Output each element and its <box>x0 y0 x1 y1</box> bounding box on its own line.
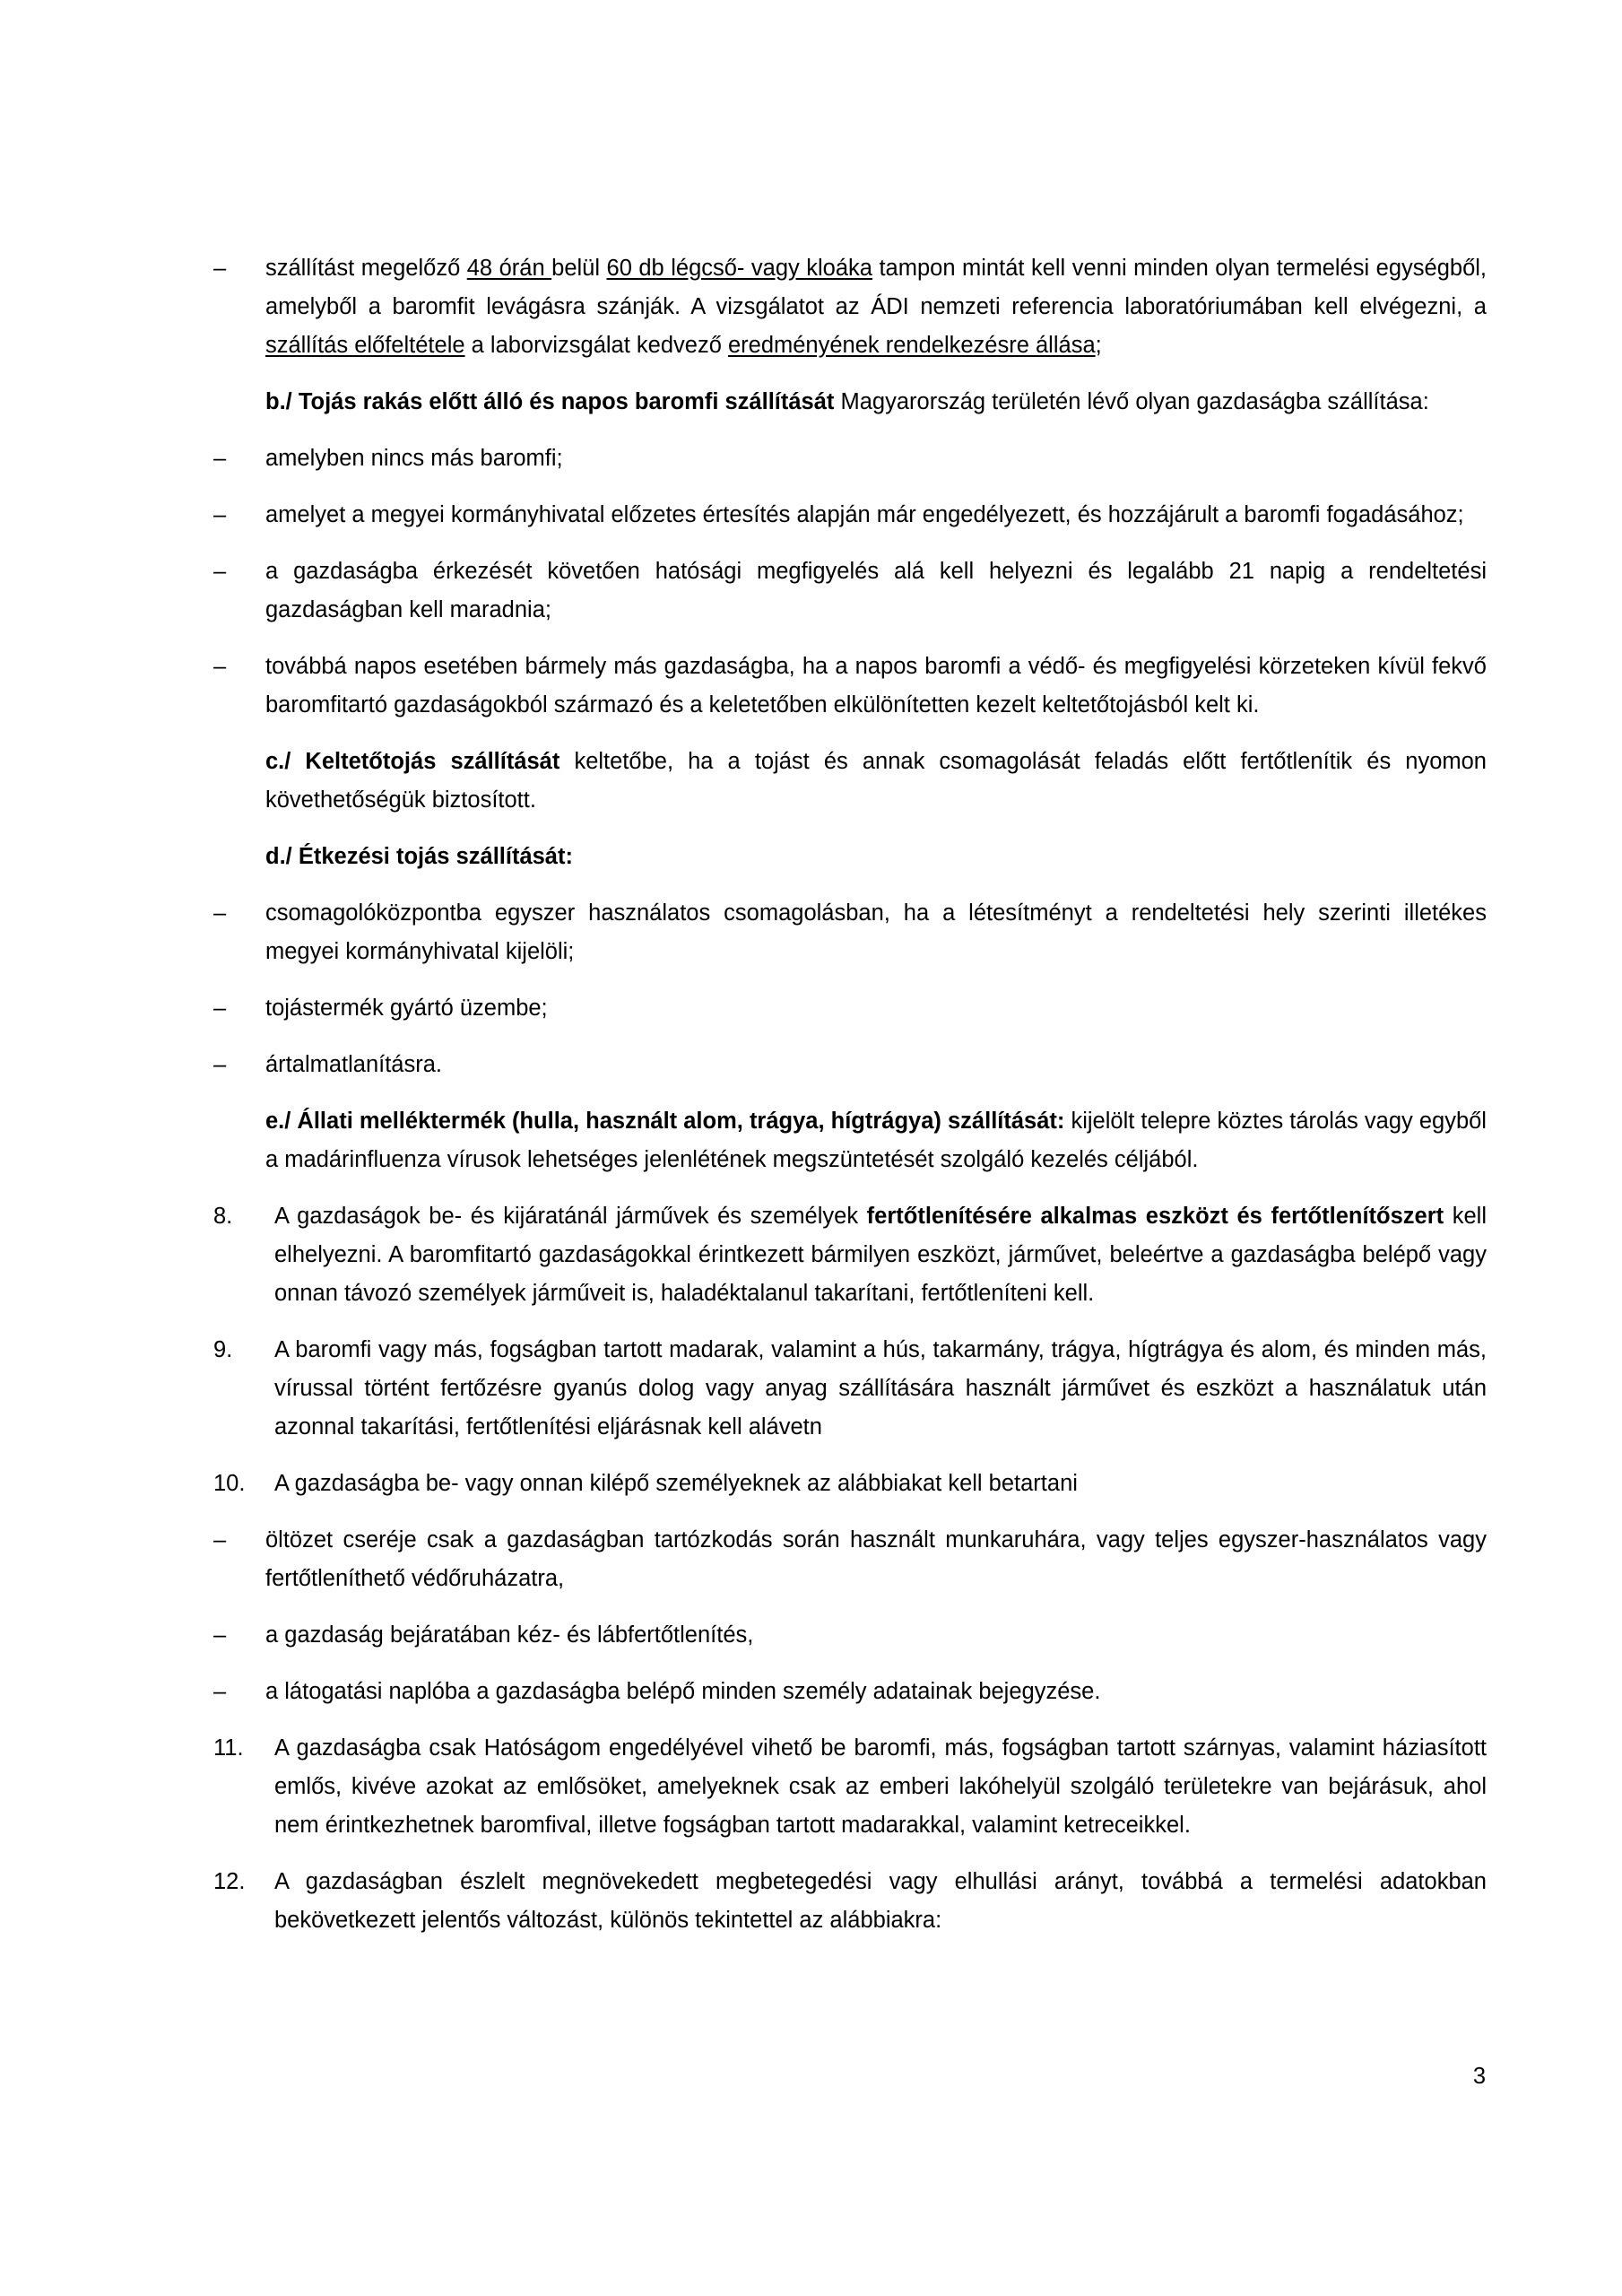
text-run: tojástermék gyártó üzembe; <box>265 996 548 1021</box>
numbered-list-item <box>213 1729 1487 1845</box>
dash-marker: – <box>213 446 227 471</box>
text-run: c./ Keltetőtojás szállítását <box>265 749 560 774</box>
dash-bullet-item <box>213 249 1487 365</box>
dash-marker: – <box>213 1622 227 1648</box>
list-item-text <box>265 552 1487 630</box>
text-run: d./ Étkezési tojás szállítását: <box>265 844 573 869</box>
list-number-marker: 9. <box>213 1337 233 1362</box>
text-run: a gazdaságba érkezését követően hatósági megfigyelés alá kell helyezni és legalább 21 napig a rendeltetési gazdaságban kell maradnia; <box>265 559 1487 622</box>
text-run: szállítást megelőző <box>265 256 467 281</box>
list-item-text <box>265 1616 1487 1655</box>
list-item-text <box>265 648 1487 725</box>
list-item-text <box>265 1673 1487 1711</box>
text-run: amelyben nincs más baromfi; <box>265 446 563 471</box>
dash-marker: – <box>213 654 227 679</box>
text-run: e./ Állati melléktermék (hulla, használt alom, trágya, hígtrágya) szállítását: <box>265 1109 1065 1134</box>
text-run: Magyarország területén lévő olyan gazdaságba szállítása: <box>834 389 1429 414</box>
list-item-text <box>274 1863 1487 1940</box>
lettered-subsection <box>265 383 1487 422</box>
list-item-text <box>265 894 1487 971</box>
text-run: tampon mintát kell venni minden olyan termelési egységből, amelyből a baromfit levágásra szánják. A vizsgálatot az ÁDI nemzeti referencia laboratóriumában kell elvégezni, a <box>265 256 1488 319</box>
text-run: b./ Tojás rakás előtt álló és napos baromfi szállítását <box>265 389 835 414</box>
numbered-list-item <box>213 1863 1487 1940</box>
text-run: kijelölt telepre köztes tárolás vagy egyből a madárinfluenza vírusok lehetséges jelenlétének megszüntetését szolgáló kezelés céljából. <box>265 1109 1487 1172</box>
lettered-subsection <box>265 1102 1487 1179</box>
list-item-text <box>265 1046 1487 1084</box>
lettered-subsection <box>265 743 1487 820</box>
dash-marker: – <box>213 996 227 1021</box>
numbered-list-item <box>213 1197 1487 1313</box>
document-body <box>213 249 1487 1940</box>
list-item-text <box>274 1197 1487 1313</box>
dash-marker: – <box>213 502 227 527</box>
text-run: csomagolóközpontba egyszer használatos csomagolásban, ha a létesítményt a rendeltetési hely szerinti illetékes megyei kormányhivatal kijelöli; <box>265 900 1487 964</box>
dash-bullet-item <box>213 1673 1487 1711</box>
dash-marker: – <box>213 1527 227 1552</box>
numbered-list-item <box>213 1331 1487 1447</box>
text-run: A gazdaságban észlelt megnövekedett megbetegedési vagy elhullási arányt, továbbá a termelési adatokban bekövetkezett jelentős változást, különös tekintettel az alábbiakra: <box>274 1869 1487 1933</box>
text-run: A gazdaságba be- vagy onnan kilépő személyeknek az alábbiakat kell betartani <box>274 1471 1078 1496</box>
dash-marker: – <box>213 559 227 584</box>
dash-bullet-item <box>213 496 1487 535</box>
dash-bullet-item <box>213 1616 1487 1655</box>
list-item-text <box>265 989 1487 1028</box>
text-run: öltözet cseréje csak a gazdaságban tartózkodás során használt munkaruhára, vagy teljes egyszer-használatos vagy fertőtleníthető védőruházatra, <box>265 1527 1487 1591</box>
list-item-text <box>265 1521 1487 1598</box>
text-run: 60 db légcső- vagy kloáka <box>606 256 872 281</box>
text-run: kell elhelyezni. A baromfitartó gazdaságokkal érintkezett bármilyen eszközt, járművet, beleértve a gazdaságba belépő vagy onnan távozó személyek járműveit is, haladéktalanul takarítani, fertőtleníteni kell. <box>274 1204 1487 1306</box>
dash-bullet-item <box>213 552 1487 630</box>
lettered-subsection <box>265 838 1487 876</box>
text-run: amelyet a megyei kormányhivatal előzetes értesítés alapján már engedélyezett, és hozzájárult a baromfi fogadásához; <box>265 502 1464 527</box>
list-item-text <box>265 496 1487 535</box>
dash-marker: – <box>213 900 227 926</box>
dash-bullet-item <box>213 989 1487 1028</box>
list-number-marker: 8. <box>213 1204 233 1229</box>
text-run: fertőtlenítésére alkalmas eszközt és fertőtlenítőszert <box>866 1204 1444 1229</box>
numbered-list-item <box>213 1465 1487 1503</box>
dash-bullet-item <box>213 439 1487 478</box>
list-number-marker: 11. <box>213 1735 244 1761</box>
text-run: továbbá napos esetében bármely más gazdaságba, ha a napos baromfi a védő- és megfigyelési körzeteken kívül fekvő baromfitartó gazdaságokból származó és a keletetőben elkülönítetten kezelt keltetőtojásból kelt ki. <box>265 654 1487 718</box>
text-run: szállítás előfeltétele <box>265 333 465 358</box>
dash-bullet-item <box>213 1521 1487 1598</box>
list-number-marker: 10. <box>213 1471 246 1496</box>
text-run: A baromfi vagy más, fogságban tartott madarak, valamint a hús, takarmány, trágya, hígtrágya és alom, és minden más, vírussal történt fertőzésre gyanús dolog vagy anyag szállítására használt járművet és eszközt a használatuk után azonnal takarítási, fertőtlenítési eljárásnak kell alávetn <box>274 1337 1487 1439</box>
dash-marker: – <box>213 1679 227 1704</box>
list-item-text <box>274 1331 1487 1447</box>
list-item-text <box>274 1465 1487 1503</box>
dash-bullet-item <box>213 894 1487 971</box>
text-run: keltetőbe, ha a tojást és annak csomagolását feladás előtt fertőtlenítik és nyomon követhetőségük biztosított. <box>265 749 1487 813</box>
dash-marker: – <box>213 1052 227 1077</box>
text-run: 48 órán <box>466 256 552 281</box>
list-number-marker: 12. <box>213 1869 246 1894</box>
text-run: eredményének rendelkezésre állása <box>727 333 1096 358</box>
list-item-text <box>274 1729 1487 1845</box>
list-item-text <box>265 249 1487 365</box>
text-run: A gazdaságba csak Hatóságom engedélyével vihető be baromfi, más, fogságban tartott szárnyas, valamint háziasított emlős, kivéve azokat az emlősöket, amelyeknek csak az emberi lakóhelyül szolgáló területekre van bejárásuk, ahol nem érintkezhetnek baromfival, illetve fogságban tartott madarakkal, valamint ketreceikkel. <box>274 1735 1487 1838</box>
dash-bullet-item <box>213 1046 1487 1084</box>
page-number: 3 <box>1472 2064 1486 2089</box>
text-run: a laborvizsgálat kedvező <box>464 333 728 358</box>
text-run: a gazdaság bejáratában kéz- és lábfertőtlenítés, <box>265 1622 754 1648</box>
text-run: ; <box>1095 333 1102 358</box>
list-item-text <box>265 439 1487 478</box>
dash-marker: – <box>213 256 227 281</box>
text-run: a látogatási naplóba a gazdaságba belépő minden személy adatainak bejegyzése. <box>265 1679 1101 1704</box>
text-run: ártalmatlanításra. <box>265 1052 443 1077</box>
text-run: A gazdaságok be- és kijáratánál járművek és személyek <box>274 1204 867 1229</box>
text-run: belül <box>551 256 607 281</box>
dash-bullet-item <box>213 648 1487 725</box>
